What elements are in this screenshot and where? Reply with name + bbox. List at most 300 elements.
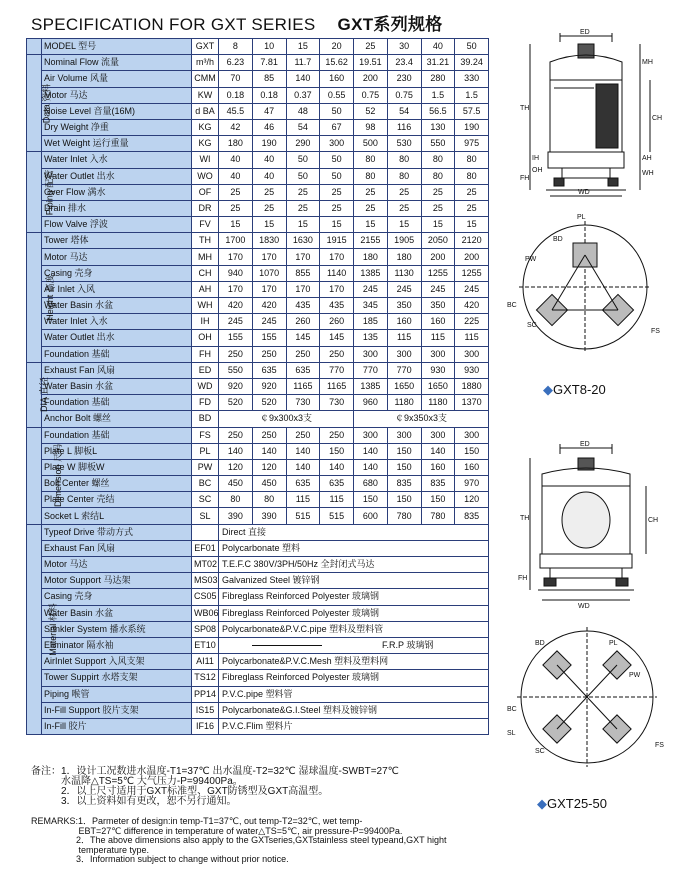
remark-line: 2．The above dimensions also apply to the GXTseries,GXTstainless steel typeand,GXT hight: [31, 835, 447, 845]
value-cell: 80: [421, 152, 455, 168]
row-code: WI: [192, 152, 219, 168]
table-row: [27, 557, 489, 573]
value-cell: 835: [387, 476, 421, 492]
value-cell: 200: [354, 71, 388, 87]
value-cell: 250: [252, 346, 286, 362]
value-cell: 345: [354, 298, 388, 314]
row-code: FD: [192, 395, 219, 411]
diamond-icon: ◆: [537, 796, 547, 811]
value-cell: 15: [219, 217, 253, 233]
value-cell: 15: [354, 217, 388, 233]
value-cell: 835: [421, 476, 455, 492]
value-cell: 25: [219, 200, 253, 216]
header-model-cell: 8: [219, 39, 253, 55]
value-cell: 250: [286, 427, 320, 443]
row-label: Piping 喉管: [42, 686, 192, 702]
value-cell: 350: [387, 298, 421, 314]
note-line: 水温降△TS=5℃ 大气压力-P=99400Pa。: [31, 776, 243, 787]
value-cell: 300: [455, 346, 489, 362]
value-cell: 140: [286, 71, 320, 87]
value-cell: 115: [286, 492, 320, 508]
value-cell: 140: [421, 443, 455, 459]
material-text: Polycarbonate&G.I.Steel 塑料及镀锌钢: [222, 704, 378, 715]
table-row: [27, 443, 489, 459]
material-cell: [219, 557, 489, 573]
value-cell: 0.75: [354, 87, 388, 103]
value-cell: 25: [354, 200, 388, 216]
material-text: Galvanized Steel 镀锌钢: [222, 575, 320, 586]
row-code: IS15: [192, 702, 219, 718]
material-text-right: F.R.P 玻璃钢: [382, 640, 434, 651]
value-cell: 245: [219, 314, 253, 330]
value-cell: 50: [320, 168, 354, 184]
value-cell: 245: [387, 281, 421, 297]
value-cell: 115: [387, 330, 421, 346]
value-span-cell: ￠9x300x3支: [219, 411, 354, 427]
row-label: Socket L 索结L: [42, 508, 192, 524]
value-cell: 120: [219, 459, 253, 475]
row-code: WD: [192, 378, 219, 394]
header-model-cell: 40: [421, 39, 455, 55]
table-row: [27, 378, 489, 394]
value-cell: 67: [320, 119, 354, 135]
plan-label-bc: BC: [507, 302, 517, 309]
header-model-cell: 10: [252, 39, 286, 55]
table-row: [27, 103, 489, 119]
table-row: [27, 411, 489, 427]
row-code: WB06: [192, 605, 219, 621]
plan-label-bd: BD: [553, 236, 563, 243]
material-cell: [219, 540, 489, 556]
material-text: T.E.F.C 380V/3PH/50Hz 全封闭式马达: [222, 559, 375, 570]
value-cell: 160: [320, 71, 354, 87]
value-cell: 170: [320, 281, 354, 297]
value-cell: 115: [320, 492, 354, 508]
row-label: Tower 塔体: [42, 233, 192, 249]
row-label: Motor Support 马达架: [42, 573, 192, 589]
row-code: CH: [192, 265, 219, 281]
value-cell: 25: [320, 184, 354, 200]
remark-line: EBT=27℃ difference in temperature of water△TS=5℃, air pressure-P=99400Pa.: [31, 825, 403, 836]
value-cell: 180: [387, 249, 421, 265]
group-label: [27, 55, 52, 152]
table-row: [27, 55, 489, 71]
material-cell: [219, 605, 489, 621]
value-cell: 730: [286, 395, 320, 411]
value-cell: 250: [219, 427, 253, 443]
caption-large-models: [537, 796, 607, 812]
value-cell: 170: [219, 281, 253, 297]
row-label: Bolt Center 螺丝: [42, 476, 192, 492]
value-cell: 25: [252, 184, 286, 200]
value-cell: 300: [354, 427, 388, 443]
row-label: Water Basin 水盆: [42, 378, 192, 394]
value-cell: 420: [455, 298, 489, 314]
value-cell: 80: [354, 152, 388, 168]
value-cell: 970: [455, 476, 489, 492]
table-row: [27, 573, 489, 589]
plan-label-pl: PL: [577, 214, 586, 221]
value-cell: 56.5: [421, 103, 455, 119]
row-label: Water Inlet 入水: [42, 152, 192, 168]
material-text: P.V.C.Flim 塑料片: [222, 720, 293, 731]
value-cell: 160: [421, 459, 455, 475]
value-cell: 170: [286, 281, 320, 297]
diamond-icon: ◆: [543, 382, 553, 397]
value-cell: 230: [387, 71, 421, 87]
value-cell: 180: [219, 136, 253, 152]
value-cell: 150: [387, 492, 421, 508]
row-code: FV: [192, 217, 219, 233]
row-code: PL: [192, 443, 219, 459]
table-row: [27, 233, 489, 249]
value-cell: 770: [354, 362, 388, 378]
value-cell: 25: [387, 200, 421, 216]
table-row: [27, 200, 489, 216]
table-row: [27, 395, 489, 411]
value-cell: 70: [219, 71, 253, 87]
table-row: [27, 362, 489, 378]
value-cell: 46: [252, 119, 286, 135]
value-cell: 300: [421, 427, 455, 443]
value-cell: 1385: [354, 378, 388, 394]
table-row: [27, 217, 489, 233]
group-label-text: Height 高度: [44, 274, 55, 321]
value-cell: 245: [455, 281, 489, 297]
value-cell: 140: [354, 459, 388, 475]
value-cell: 780: [421, 508, 455, 524]
value-cell: 170: [219, 249, 253, 265]
material-text: Polycarbonate&P.V.C.Mesh 塑料及塑料网: [222, 656, 389, 667]
value-cell: 40: [219, 152, 253, 168]
row-code: AH: [192, 281, 219, 297]
row-code: SC: [192, 492, 219, 508]
row-code: MT02: [192, 557, 219, 573]
row-label: Water Outlet 出水: [42, 168, 192, 184]
table-row: [27, 476, 489, 492]
value-cell: 680: [354, 476, 388, 492]
value-cell: 160: [387, 314, 421, 330]
value-cell: 250: [320, 346, 354, 362]
value-cell: 280: [421, 71, 455, 87]
row-label: Dry Weight 净重: [42, 119, 192, 135]
table-row: [27, 427, 489, 443]
value-cell: 770: [387, 362, 421, 378]
value-cell: 23.4: [387, 55, 421, 71]
value-cell: 25: [421, 200, 455, 216]
value-cell: 1650: [421, 378, 455, 394]
row-label: AirInlet Support 入风支架: [42, 654, 192, 670]
caption-small-models: [543, 382, 606, 398]
value-cell: 150: [455, 443, 489, 459]
row-label: Foundation 基础: [42, 346, 192, 362]
value-cell: 1880: [455, 378, 489, 394]
row-code: BD: [192, 411, 219, 427]
group-label: [27, 524, 58, 734]
row-code: TS12: [192, 670, 219, 686]
table-row: [27, 589, 489, 605]
table-row: [27, 524, 489, 540]
value-cell: 1165: [320, 378, 354, 394]
value-cell: 300: [320, 136, 354, 152]
row-code: KW: [192, 87, 219, 103]
row-code: [192, 524, 219, 540]
label-wh: WH: [642, 170, 654, 177]
header-corner: [27, 39, 42, 55]
row-code: IF16: [192, 718, 219, 734]
remarks-english: [31, 817, 511, 865]
row-label: Noise Level 音量(16M): [42, 103, 192, 119]
label-th: TH: [520, 105, 530, 112]
value-cell: 435: [286, 298, 320, 314]
value-cell: 1255: [421, 265, 455, 281]
value-cell: 300: [455, 427, 489, 443]
group-label-text: Dimension 尺码: [53, 444, 64, 508]
material-cell: [219, 573, 489, 589]
header-series-code: GXT: [192, 39, 219, 55]
value-cell: 835: [455, 508, 489, 524]
table-row: [27, 540, 489, 556]
header-model-cell: 20: [320, 39, 354, 55]
value-cell: 2155: [354, 233, 388, 249]
value-cell: 1915: [320, 233, 354, 249]
value-cell: 960: [354, 395, 388, 411]
value-cell: 1165: [286, 378, 320, 394]
row-code: AI11: [192, 654, 219, 670]
value-cell: 730: [320, 395, 354, 411]
value-cell: 6.23: [219, 55, 253, 71]
value-cell: 50: [286, 168, 320, 184]
row-label: Flow Valve 浮波: [42, 217, 192, 233]
value-cell: 550: [219, 362, 253, 378]
group-label-text: DIA 直径: [39, 377, 50, 413]
value-cell: 245: [354, 281, 388, 297]
value-cell: 635: [286, 476, 320, 492]
spec-table: [26, 38, 489, 735]
row-label: Exhaust Fan 风扇: [42, 362, 192, 378]
row-label: Eliminator 隔水袖: [42, 637, 192, 653]
value-cell: 1180: [421, 395, 455, 411]
row-code: SL: [192, 508, 219, 524]
table-row: [27, 168, 489, 184]
value-cell: 115: [455, 330, 489, 346]
value-cell: 31.21: [421, 55, 455, 71]
elevation-drawing-small: [510, 30, 670, 200]
material-text: Polycarbonate&P.V.C.pipe 塑料及塑料管: [222, 623, 384, 634]
value-cell: 11.7: [286, 55, 320, 71]
material-text: Direct 直接: [222, 526, 267, 537]
value-cell: 150: [387, 443, 421, 459]
value-cell: 200: [455, 249, 489, 265]
value-cell: 260: [320, 314, 354, 330]
value-cell: 52: [354, 103, 388, 119]
row-label: Casing 壳身: [42, 265, 192, 281]
value-cell: 80: [387, 152, 421, 168]
table-row: [27, 718, 489, 734]
value-cell: 140: [286, 443, 320, 459]
row-code: PW: [192, 459, 219, 475]
title-english: SPECIFICATION FOR GXT SERIES: [31, 15, 316, 34]
plan-label-pw: PW: [525, 256, 537, 263]
value-cell: 47: [252, 103, 286, 119]
row-code: WO: [192, 168, 219, 184]
row-label: Foundation 基础: [42, 427, 192, 443]
material-text: Fibreglass Reinforced Polyester 玻璃钢: [222, 591, 380, 602]
row-label: Anchor Bolt 螺丝: [42, 411, 192, 427]
value-cell: 920: [219, 378, 253, 394]
value-cell: 15: [286, 217, 320, 233]
value-cell: 435: [320, 298, 354, 314]
value-cell: 25: [219, 184, 253, 200]
value-cell: 80: [421, 168, 455, 184]
table-header-row: [27, 39, 489, 55]
table-row: [27, 346, 489, 362]
value-cell: 780: [387, 508, 421, 524]
label-th: TH: [520, 515, 530, 522]
value-cell: 15: [455, 217, 489, 233]
value-cell: 250: [252, 427, 286, 443]
value-cell: 115: [421, 330, 455, 346]
table-row: [27, 314, 489, 330]
value-cell: 635: [252, 362, 286, 378]
table-row: [27, 654, 489, 670]
row-label: Water Basin 水盆: [42, 605, 192, 621]
value-cell: 50: [286, 152, 320, 168]
value-cell: 2050: [421, 233, 455, 249]
value-cell: 420: [219, 298, 253, 314]
value-cell: 98: [354, 119, 388, 135]
row-code: DR: [192, 200, 219, 216]
label-fh: FH: [518, 575, 528, 582]
value-cell: 350: [421, 298, 455, 314]
row-code: FS: [192, 427, 219, 443]
value-cell: 25: [455, 200, 489, 216]
note-line: 2．以上尺寸适用于GXT标准型、GXT防锈型及GXT高温型。: [31, 786, 329, 797]
table-row: [27, 184, 489, 200]
value-cell: 520: [252, 395, 286, 411]
remark-line: 3．Information subject to change without prior notice.: [31, 854, 289, 864]
table-row: [27, 71, 489, 87]
row-code: EF01: [192, 540, 219, 556]
value-cell: 515: [286, 508, 320, 524]
plan-drawing-small: [505, 205, 675, 365]
value-cell: 25: [354, 184, 388, 200]
value-cell: 1.5: [455, 87, 489, 103]
row-label: Exhaust Fan 风扇: [42, 540, 192, 556]
row-label: Plate L 脚板L: [42, 443, 192, 459]
group-label: [27, 362, 50, 427]
value-cell: 245: [421, 281, 455, 297]
value-cell: 80: [219, 492, 253, 508]
value-cell: 855: [286, 265, 320, 281]
row-code: KG: [192, 119, 219, 135]
value-cell: 116: [387, 119, 421, 135]
value-cell: 15: [387, 217, 421, 233]
group-label-text: Data 资料: [41, 83, 52, 124]
table-row: [27, 119, 489, 135]
value-cell: 150: [320, 443, 354, 459]
value-cell: 54: [286, 119, 320, 135]
note-line: 3．以上资料如有更改，恕不另行通知。: [31, 796, 237, 807]
value-cell: 1180: [387, 395, 421, 411]
row-code: KG: [192, 136, 219, 152]
label-ch: CH: [648, 517, 659, 524]
value-cell: 250: [286, 346, 320, 362]
value-cell: 390: [252, 508, 286, 524]
table-row: [27, 670, 489, 686]
material-cell: [219, 670, 489, 686]
value-cell: 25: [387, 184, 421, 200]
value-cell: 450: [219, 476, 253, 492]
table-row: [27, 459, 489, 475]
value-cell: 185: [354, 314, 388, 330]
value-cell: 190: [455, 119, 489, 135]
value-cell: 170: [320, 249, 354, 265]
value-cell: 300: [387, 346, 421, 362]
row-code: SP08: [192, 621, 219, 637]
material-text: Polycarbonate 塑料: [222, 542, 301, 553]
header-model-cell: 15: [286, 39, 320, 55]
value-cell: 300: [387, 427, 421, 443]
row-label: In-Fill 胶片: [42, 718, 192, 734]
row-code: MS03: [192, 573, 219, 589]
value-cell: 250: [219, 346, 253, 362]
value-cell: 940: [219, 265, 253, 281]
value-cell: 1650: [387, 378, 421, 394]
value-cell: 520: [219, 395, 253, 411]
row-code: FH: [192, 346, 219, 362]
row-label: Srinkler System 播水系统: [42, 621, 192, 637]
value-cell: 15: [320, 217, 354, 233]
value-cell: 1140: [320, 265, 354, 281]
row-label: Typeof Drive 带动方式: [42, 524, 192, 540]
label-mh: MH: [642, 59, 653, 66]
row-label: Water Inlet 入水: [42, 314, 192, 330]
material-rule: [252, 645, 322, 646]
value-cell: 300: [421, 346, 455, 362]
value-cell: 500: [354, 136, 388, 152]
header-model-cell: 50: [455, 39, 489, 55]
label-ed: ED: [580, 29, 590, 36]
row-label: Motor 马达: [42, 557, 192, 573]
row-label: Motor 马达: [42, 87, 192, 103]
value-cell: 155: [219, 330, 253, 346]
header-model-cell: 25: [354, 39, 388, 55]
value-cell: 0.18: [252, 87, 286, 103]
value-cell: 85: [252, 71, 286, 87]
plan-label-pl: PL: [609, 640, 618, 647]
row-label: Drain 排水: [42, 200, 192, 216]
table-row: [27, 249, 489, 265]
material-cell: [219, 637, 489, 653]
row-label: Plate W 脚板W: [42, 459, 192, 475]
row-code: MH: [192, 249, 219, 265]
row-label: Foundation 基础: [42, 395, 192, 411]
plan-label-fs: FS: [651, 328, 660, 335]
value-cell: 1630: [286, 233, 320, 249]
value-cell: 145: [320, 330, 354, 346]
value-cell: 39.24: [455, 55, 489, 71]
row-label: Air Inlet 入风: [42, 281, 192, 297]
value-cell: 920: [252, 378, 286, 394]
value-cell: 80: [455, 168, 489, 184]
material-text: Fibreglass Reinforced Polyester 玻璃钢: [222, 607, 380, 618]
value-cell: 25: [320, 200, 354, 216]
value-cell: 420: [252, 298, 286, 314]
value-cell: 450: [252, 476, 286, 492]
row-code: WH: [192, 298, 219, 314]
value-cell: 530: [387, 136, 421, 152]
